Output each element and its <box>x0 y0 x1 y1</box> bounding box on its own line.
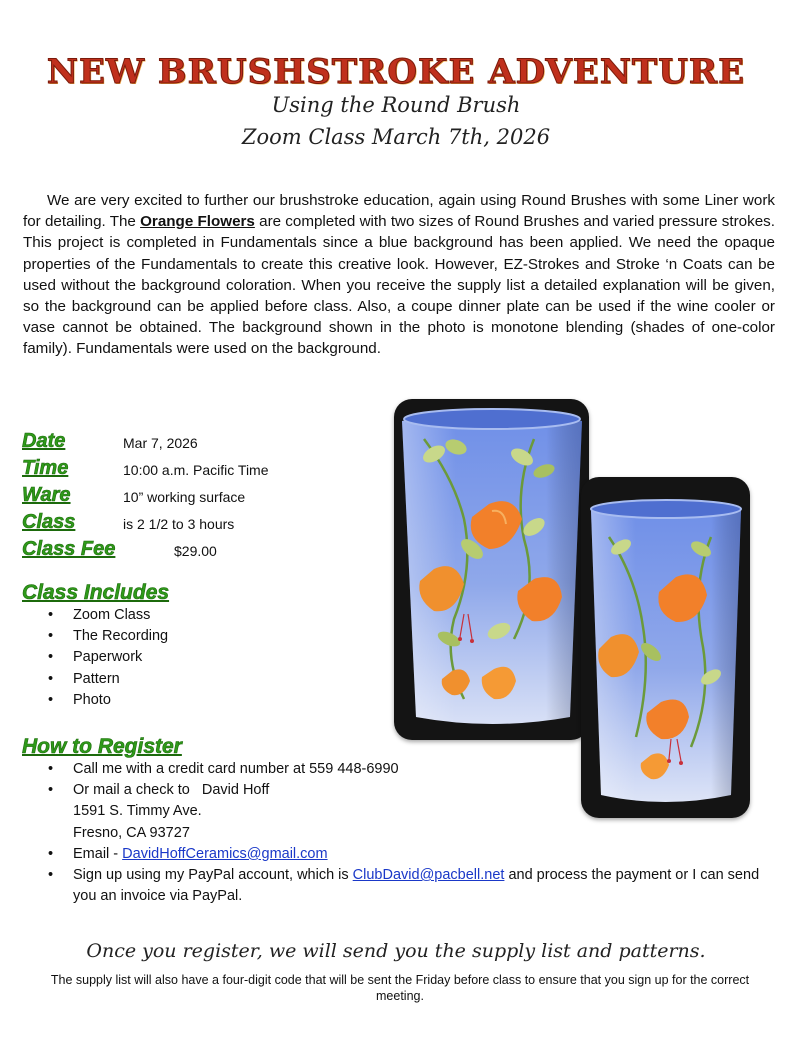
bullet-icon: • <box>48 691 54 708</box>
list-item-text: Paperwork <box>73 649 143 666</box>
list-item-text: The Recording <box>73 628 169 645</box>
mail-name: David Hoff <box>201 782 270 799</box>
register-item-paypal <box>22 865 772 907</box>
class-includes-list <box>22 605 372 711</box>
mail-city: Fresno, CA 93727 <box>73 824 190 841</box>
class-fee-value: $29.00 <box>174 543 217 559</box>
mail-intro: Or mail a check to <box>73 782 190 799</box>
intro-text-part1: We are very excited to further our brushstroke education, again using Round Brushes with some Liner work for detailing. The <box>23 192 775 231</box>
list-item <box>22 605 372 626</box>
list-item <box>22 669 372 690</box>
page-subtitle: Using the Round Brush <box>271 93 521 117</box>
bullet-icon: • <box>48 761 54 777</box>
class-duration-value: is 2 1/2 to 3 hours <box>123 516 235 532</box>
class-label: Class <box>22 511 76 533</box>
bullet-icon: • <box>48 845 54 862</box>
bullet-icon: • <box>48 867 54 884</box>
time-label: Time <box>22 457 69 479</box>
bullet-icon: • <box>48 670 54 687</box>
mail-street: 1591 S. Timmy Ave. <box>73 803 202 820</box>
date-label: Date <box>22 430 66 452</box>
register-item-email <box>22 844 772 865</box>
ware-label: Ware <box>22 484 71 506</box>
bullet-icon: • <box>48 782 54 799</box>
class-fee-label: Class Fee <box>22 538 116 560</box>
paypal-email-link[interactable]: ClubDavid@pacbell.net <box>352 867 505 884</box>
list-item <box>22 690 372 711</box>
list-item-text: Pattern <box>73 670 120 687</box>
time-value: 10:00 a.m. Pacific Time <box>123 462 269 478</box>
call-text: Call me with a credit card number at 559 448-6990 <box>73 761 399 777</box>
class-includes-heading: Class Includes <box>22 581 170 604</box>
list-item <box>22 647 372 668</box>
supply-list-note: The supply list will also have a four-digit code that will be sent the Friday before class to ensure that you sign up for the correct meeting. <box>50 973 750 1003</box>
bullet-icon: • <box>48 628 54 645</box>
email-link[interactable]: DavidHoffCeramics@gmail.com <box>122 845 328 862</box>
list-item-text: Zoom Class <box>73 607 151 623</box>
ware-value: 10” working surface <box>123 489 246 505</box>
paypal-text-part2: and process the payment or I can send you an invoice via PayPal. <box>73 867 760 905</box>
intro-text-part2: are completed with two sizes of Round Brushes and varied pressure strokes. This project is completed in Fundamentals since a blue background has been applied. We need the opaque properties of the Fundamentals to create this creative look. However, EZ-Strokes and Stroke ‘n Coats can be used without the background coloration. When you receive the supply list a detailed explanation will be given, so the background can be applied before class. Also, a coupe dinner plate can be used if the wine cooler or vase cannot be obtained. The background shown in the photo is monotone blending (shades of one-color family). Fundamentals were used on the background. <box>23 213 775 358</box>
how-to-register-heading: How to Register <box>22 735 182 758</box>
paypal-text-part1: Sign up using my PayPal account, which is <box>73 867 353 884</box>
email-label: Email - <box>73 845 123 862</box>
page-title: NEW BRUSHSTROKE ADVENTURE <box>46 52 746 92</box>
date-value: Mar 7, 2026 <box>123 435 198 451</box>
list-item <box>22 626 372 647</box>
class-date-line: Zoom Class March 7th, 2026 <box>241 125 551 149</box>
bullet-icon: • <box>48 607 54 623</box>
intro-paragraph <box>23 190 775 360</box>
vase-illustration-small <box>581 477 750 818</box>
intro-highlight: Orange Flowers <box>140 213 255 231</box>
list-item-text: Photo <box>73 691 111 708</box>
closing-message: Once you register, we will send you the supply list and patterns. <box>86 940 706 962</box>
vase-photo-small <box>581 477 750 818</box>
vase-illustration-large <box>394 399 589 740</box>
bullet-icon: • <box>48 649 54 666</box>
vase-photo-large <box>394 399 589 740</box>
